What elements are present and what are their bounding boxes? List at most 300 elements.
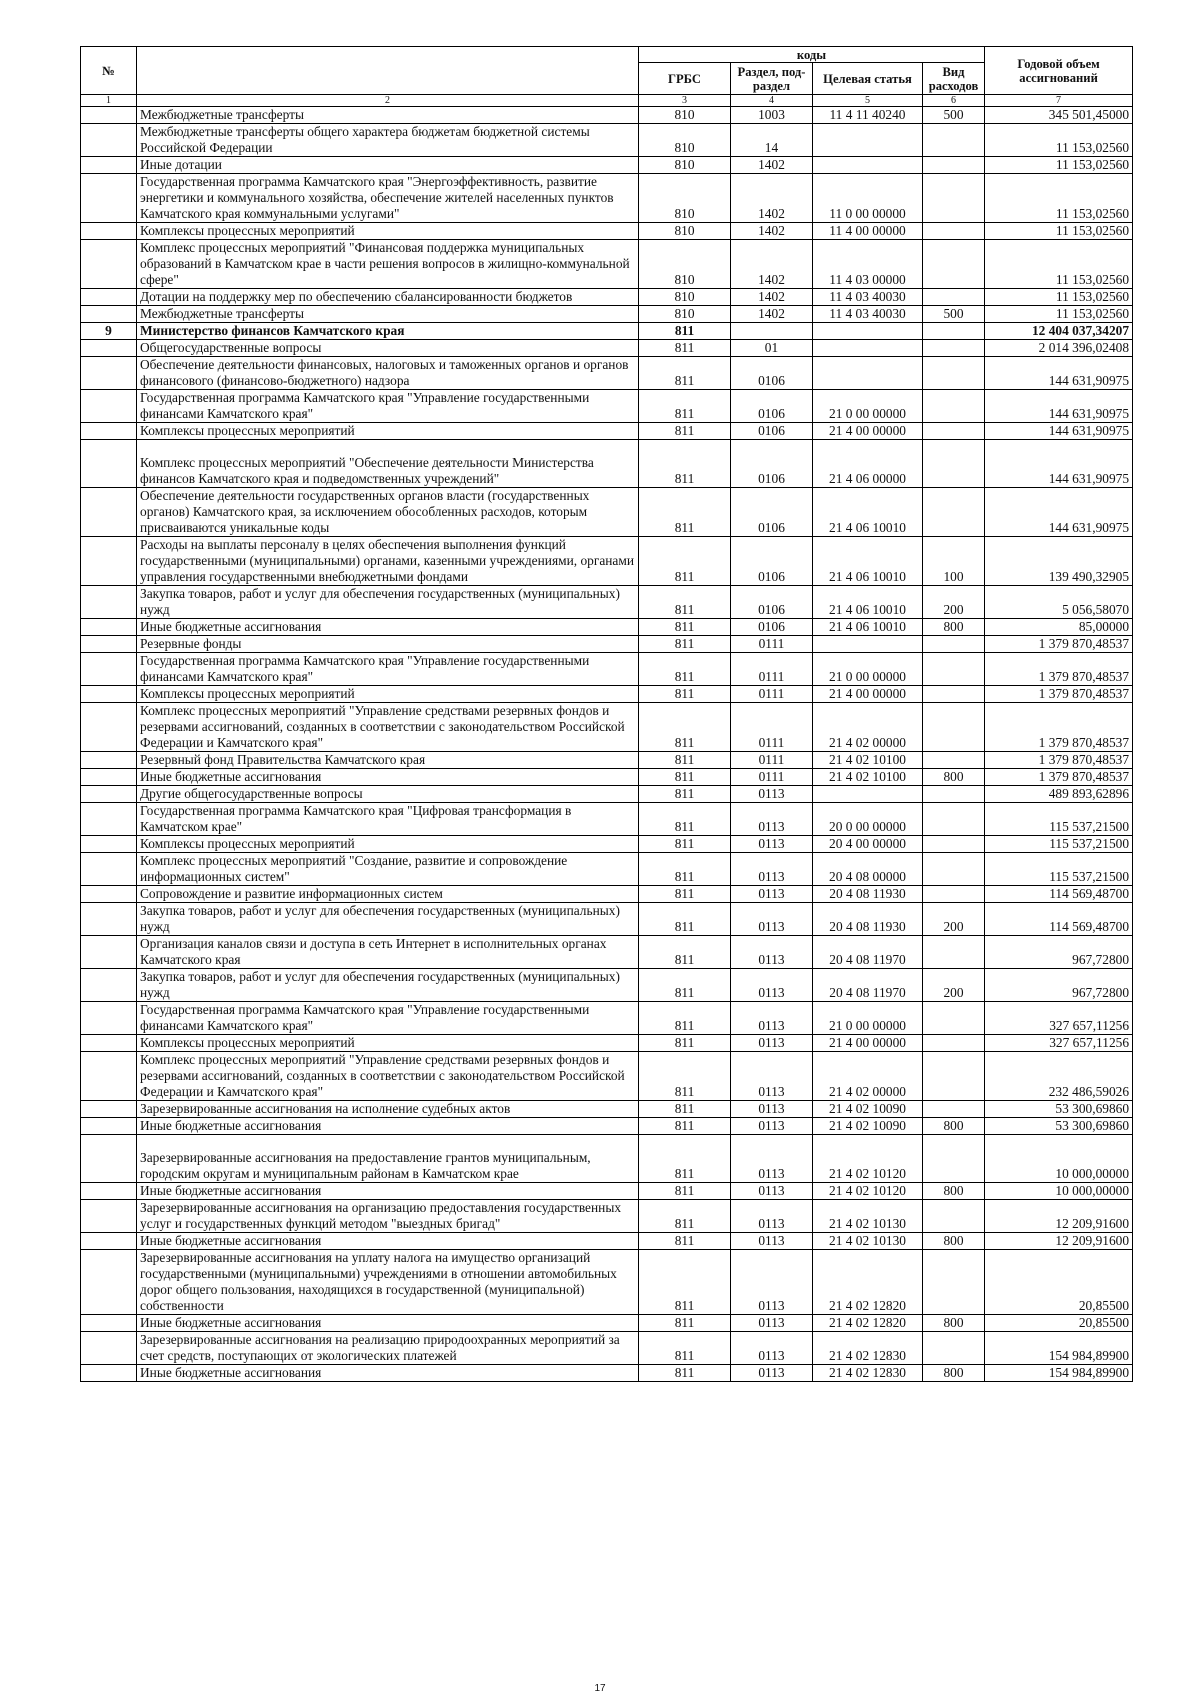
row-amount-cell: 139 490,32905 (985, 537, 1133, 586)
table-row (81, 323, 1133, 340)
row-name-cell: Сопровождение и развитие информационных систем (137, 886, 639, 903)
row-number-cell (81, 619, 137, 636)
row-number-cell (81, 1052, 137, 1101)
row-number-cell (81, 936, 137, 969)
row-vid-cell (923, 1101, 985, 1118)
row-vid-cell: 800 (923, 619, 985, 636)
row-number-cell (81, 240, 137, 289)
header-target: Целевая статья (813, 63, 923, 95)
row-section-cell: 1003 (731, 107, 813, 124)
row-grbs-cell: 811 (639, 1035, 731, 1052)
row-target-cell: 21 4 02 10100 (813, 752, 923, 769)
row-number-cell (81, 1183, 137, 1200)
table-row (81, 306, 1133, 323)
row-amount-cell: 967,72800 (985, 936, 1133, 969)
row-grbs-cell: 811 (639, 488, 731, 537)
row-name-cell: Резервный фонд Правительства Камчатского края (137, 752, 639, 769)
row-grbs-cell: 811 (639, 1250, 731, 1315)
row-vid-cell (923, 240, 985, 289)
row-vid-cell (923, 157, 985, 174)
row-amount-cell: 2 014 396,02408 (985, 340, 1133, 357)
row-target-cell: 21 4 02 12830 (813, 1332, 923, 1365)
row-section-cell: 0111 (731, 636, 813, 653)
row-number-cell (81, 1200, 137, 1233)
row-grbs-cell: 811 (639, 969, 731, 1002)
row-target-cell: 21 4 00 00000 (813, 686, 923, 703)
row-amount-cell: 115 537,21500 (985, 803, 1133, 836)
row-grbs-cell: 811 (639, 636, 731, 653)
row-section-cell: 0113 (731, 836, 813, 853)
row-amount-cell: 144 631,90975 (985, 390, 1133, 423)
row-grbs-cell: 811 (639, 836, 731, 853)
row-amount-cell: 115 537,21500 (985, 836, 1133, 853)
row-vid-cell (923, 936, 985, 969)
row-amount-cell: 967,72800 (985, 969, 1133, 1002)
header-number-cell: 4 (731, 95, 813, 107)
row-amount-cell: 10 000,00000 (985, 1183, 1133, 1200)
row-vid-cell (923, 390, 985, 423)
row-name-cell: Закупка товаров, работ и услуг для обеспечения государственных (муниципальных) нужд (137, 969, 639, 1002)
table-row (81, 1200, 1133, 1233)
row-number-cell (81, 903, 137, 936)
header-codes-group: коды (639, 47, 985, 63)
row-grbs-cell: 810 (639, 306, 731, 323)
row-vid-cell (923, 703, 985, 752)
row-amount-cell: 1 379 870,48537 (985, 636, 1133, 653)
header-number-cell: 2 (137, 95, 639, 107)
row-target-cell: 21 4 06 10010 (813, 537, 923, 586)
row-amount-cell: 144 631,90975 (985, 423, 1133, 440)
row-vid-cell (923, 1035, 985, 1052)
row-section-cell (731, 323, 813, 340)
header-number-cell: 5 (813, 95, 923, 107)
row-section-cell: 0106 (731, 619, 813, 636)
table-row (81, 703, 1133, 752)
row-vid-cell (923, 786, 985, 803)
row-name-cell: Закупка товаров, работ и услуг для обеспечения государственных (муниципальных) нужд (137, 903, 639, 936)
table-row (81, 803, 1133, 836)
row-section-cell: 1402 (731, 157, 813, 174)
row-amount-cell: 154 984,89900 (985, 1365, 1133, 1382)
table-row (81, 1250, 1133, 1315)
table-row (81, 423, 1133, 440)
row-grbs-cell: 811 (639, 340, 731, 357)
row-amount-cell: 114 569,48700 (985, 903, 1133, 936)
row-number-cell (81, 537, 137, 586)
row-name-cell: Межбюджетные трансферты (137, 306, 639, 323)
row-section-cell: 0113 (731, 1315, 813, 1332)
row-target-cell: 20 4 00 00000 (813, 836, 923, 853)
budget-page (80, 46, 1132, 1382)
row-name-cell: Зарезервированные ассигнования на организацию предоставления государственных услуг и государственных функций методом "выездных бригад" (137, 1200, 639, 1233)
row-grbs-cell: 811 (639, 323, 731, 340)
row-amount-cell: 144 631,90975 (985, 357, 1133, 390)
row-amount-cell: 114 569,48700 (985, 886, 1133, 903)
row-grbs-cell: 810 (639, 157, 731, 174)
row-name-cell: Комплекс процессных мероприятий "Управление средствами резервных фондов и резервами ассигнований, созданных в соответствии с законодательством Российской Федерации и Камчатского края" (137, 703, 639, 752)
row-vid-cell: 800 (923, 1233, 985, 1250)
row-amount-cell: 11 153,02560 (985, 157, 1133, 174)
row-amount-cell: 1 379 870,48537 (985, 752, 1133, 769)
row-grbs-cell: 811 (639, 390, 731, 423)
table-row (81, 786, 1133, 803)
row-number-cell (81, 686, 137, 703)
row-vid-cell (923, 340, 985, 357)
row-amount-cell: 5 056,58070 (985, 586, 1133, 619)
row-amount-cell: 1 379 870,48537 (985, 653, 1133, 686)
row-vid-cell (923, 440, 985, 488)
row-target-cell (813, 340, 923, 357)
row-vid-cell (923, 653, 985, 686)
row-amount-cell: 20,85500 (985, 1315, 1133, 1332)
row-name-cell: Государственная программа Камчатского края "Энергоэффективность, развитие энергетики и коммунального хозяйства, обеспечение жителей населенных пунктов Камчатского края коммунальными услугами" (137, 174, 639, 223)
row-grbs-cell: 811 (639, 440, 731, 488)
row-target-cell (813, 124, 923, 157)
row-section-cell: 0111 (731, 769, 813, 786)
row-amount-cell: 327 657,11256 (985, 1002, 1133, 1035)
row-name-cell: Резервные фонды (137, 636, 639, 653)
row-name-cell: Иные бюджетные ассигнования (137, 1183, 639, 1200)
row-section-cell: 0113 (731, 1101, 813, 1118)
row-target-cell: 20 4 08 11970 (813, 969, 923, 1002)
table-row (81, 1135, 1133, 1183)
row-target-cell: 21 4 02 10130 (813, 1200, 923, 1233)
row-target-cell: 20 4 08 11930 (813, 886, 923, 903)
row-name-cell: Дотации на поддержку мер по обеспечению сбалансированности бюджетов (137, 289, 639, 306)
row-name-cell: Государственная программа Камчатского края "Управление государственными финансами Камчатского края" (137, 653, 639, 686)
row-target-cell: 11 0 00 00000 (813, 174, 923, 223)
row-amount-cell: 11 153,02560 (985, 223, 1133, 240)
table-row (81, 157, 1133, 174)
table-row (81, 1183, 1133, 1200)
row-name-cell: Зарезервированные ассигнования на исполнение судебных актов (137, 1101, 639, 1118)
table-row (81, 1118, 1133, 1135)
row-section-cell: 1402 (731, 174, 813, 223)
table-row (81, 223, 1133, 240)
table-row (81, 586, 1133, 619)
row-amount-cell: 1 379 870,48537 (985, 769, 1133, 786)
row-target-cell: 21 4 02 12820 (813, 1250, 923, 1315)
table-row (81, 240, 1133, 289)
table-row (81, 289, 1133, 306)
row-amount-cell: 53 300,69860 (985, 1101, 1133, 1118)
row-target-cell: 20 0 00 00000 (813, 803, 923, 836)
table-row (81, 1233, 1133, 1250)
row-amount-cell: 11 153,02560 (985, 124, 1133, 157)
row-amount-cell: 11 153,02560 (985, 174, 1133, 223)
row-number-cell (81, 1035, 137, 1052)
row-number-cell (81, 886, 137, 903)
row-number-cell (81, 1365, 137, 1382)
header-name (137, 47, 639, 95)
row-target-cell: 21 4 02 10100 (813, 769, 923, 786)
budget-table (80, 46, 1133, 1382)
row-grbs-cell: 811 (639, 1118, 731, 1135)
row-name-cell: Зарезервированные ассигнования на реализацию природоохранных мероприятий за счет средств, поступающих от экологических платежей (137, 1332, 639, 1365)
row-number-cell (81, 803, 137, 836)
row-section-cell: 0113 (731, 786, 813, 803)
row-grbs-cell: 811 (639, 853, 731, 886)
row-number-cell (81, 289, 137, 306)
row-number-cell (81, 390, 137, 423)
header-vid: Вид расходов (923, 63, 985, 95)
table-row (81, 1101, 1133, 1118)
row-grbs-cell: 811 (639, 1200, 731, 1233)
row-amount-cell: 144 631,90975 (985, 440, 1133, 488)
row-target-cell: 21 4 02 12830 (813, 1365, 923, 1382)
row-name-cell: Министерство финансов Камчатского края (137, 323, 639, 340)
row-vid-cell (923, 174, 985, 223)
row-number-cell (81, 1118, 137, 1135)
row-vid-cell (923, 423, 985, 440)
row-name-cell: Комплексы процессных мероприятий (137, 223, 639, 240)
table-row (81, 886, 1133, 903)
row-grbs-cell: 811 (639, 703, 731, 752)
row-number-cell (81, 423, 137, 440)
header-section: Раздел, под-раздел (731, 63, 813, 95)
row-vid-cell (923, 752, 985, 769)
row-number-cell: 9 (81, 323, 137, 340)
row-number-cell (81, 786, 137, 803)
row-vid-cell (923, 1135, 985, 1183)
row-amount-cell: 1 379 870,48537 (985, 686, 1133, 703)
row-section-cell: 0111 (731, 653, 813, 686)
row-target-cell: 11 4 00 00000 (813, 223, 923, 240)
row-vid-cell (923, 853, 985, 886)
row-amount-cell: 11 153,02560 (985, 306, 1133, 323)
row-number-cell (81, 653, 137, 686)
row-grbs-cell: 810 (639, 223, 731, 240)
row-number-cell (81, 969, 137, 1002)
row-vid-cell: 200 (923, 969, 985, 1002)
row-name-cell: Другие общегосударственные вопросы (137, 786, 639, 803)
row-section-cell: 0113 (731, 1183, 813, 1200)
row-grbs-cell: 811 (639, 586, 731, 619)
row-vid-cell (923, 488, 985, 537)
row-name-cell: Иные бюджетные ассигнования (137, 1118, 639, 1135)
table-row (81, 174, 1133, 223)
row-vid-cell (923, 323, 985, 340)
row-grbs-cell: 811 (639, 619, 731, 636)
row-target-cell: 20 4 08 11930 (813, 903, 923, 936)
row-vid-cell: 500 (923, 107, 985, 124)
row-number-cell (81, 174, 137, 223)
row-name-cell: Комплекс процессных мероприятий "Финансовая поддержка муниципальных образований в Камчатском крае в части решения вопросов в жилищно-коммунальной сфере" (137, 240, 639, 289)
row-grbs-cell: 810 (639, 289, 731, 306)
row-target-cell: 21 4 00 00000 (813, 1035, 923, 1052)
row-amount-cell: 489 893,62896 (985, 786, 1133, 803)
row-section-cell: 0106 (731, 537, 813, 586)
table-row (81, 969, 1133, 1002)
row-grbs-cell: 811 (639, 1233, 731, 1250)
header-number-cell: 1 (81, 95, 137, 107)
row-target-cell: 11 4 03 40030 (813, 289, 923, 306)
row-grbs-cell: 811 (639, 357, 731, 390)
row-target-cell: 21 4 06 10010 (813, 488, 923, 537)
row-grbs-cell: 811 (639, 686, 731, 703)
table-row (81, 619, 1133, 636)
row-section-cell: 01 (731, 340, 813, 357)
row-amount-cell: 12 209,91600 (985, 1233, 1133, 1250)
row-target-cell: 21 4 02 00000 (813, 703, 923, 752)
row-number-cell (81, 1315, 137, 1332)
row-section-cell: 1402 (731, 306, 813, 323)
row-section-cell: 0113 (731, 1233, 813, 1250)
table-row (81, 124, 1133, 157)
row-number-cell (81, 1135, 137, 1183)
row-grbs-cell: 811 (639, 1002, 731, 1035)
row-vid-cell: 500 (923, 306, 985, 323)
table-row (81, 936, 1133, 969)
row-section-cell: 1402 (731, 223, 813, 240)
table-row (81, 488, 1133, 537)
table-row (81, 853, 1133, 886)
row-target-cell: 21 0 00 00000 (813, 653, 923, 686)
row-grbs-cell: 811 (639, 537, 731, 586)
row-vid-cell (923, 886, 985, 903)
header-no: № (81, 47, 137, 95)
row-name-cell: Комплексы процессных мероприятий (137, 836, 639, 853)
row-grbs-cell: 811 (639, 1135, 731, 1183)
row-amount-cell: 144 631,90975 (985, 488, 1133, 537)
header-number-cell: 6 (923, 95, 985, 107)
table-row (81, 537, 1133, 586)
row-name-cell: Комплекс процессных мероприятий "Создание, развитие и сопровождение информационных систем" (137, 853, 639, 886)
row-grbs-cell: 811 (639, 752, 731, 769)
row-grbs-cell: 810 (639, 107, 731, 124)
row-section-cell: 0106 (731, 440, 813, 488)
row-target-cell: 21 4 06 10010 (813, 619, 923, 636)
row-section-cell: 0113 (731, 936, 813, 969)
row-number-cell (81, 1002, 137, 1035)
table-row (81, 636, 1133, 653)
row-grbs-cell: 811 (639, 936, 731, 969)
row-grbs-cell: 811 (639, 1183, 731, 1200)
row-name-cell: Зарезервированные ассигнования на предоставление грантов муниципальным, городским округам и муниципальным районам в Камчатском крае (137, 1135, 639, 1183)
table-row (81, 686, 1133, 703)
row-number-cell (81, 223, 137, 240)
row-number-cell (81, 157, 137, 174)
row-target-cell (813, 157, 923, 174)
row-section-cell: 0113 (731, 1002, 813, 1035)
row-grbs-cell: 811 (639, 786, 731, 803)
row-name-cell: Организация каналов связи и доступа в сеть Интернет в исполнительных органах Камчатского края (137, 936, 639, 969)
row-section-cell: 0113 (731, 1200, 813, 1233)
row-vid-cell (923, 1200, 985, 1233)
row-section-cell: 0113 (731, 803, 813, 836)
row-section-cell: 0111 (731, 703, 813, 752)
row-grbs-cell: 811 (639, 1332, 731, 1365)
row-number-cell (81, 488, 137, 537)
row-vid-cell (923, 636, 985, 653)
header-amount: Годовой объем ассигнований (985, 47, 1133, 95)
row-number-cell (81, 1233, 137, 1250)
row-target-cell: 11 4 03 40030 (813, 306, 923, 323)
row-section-cell: 0106 (731, 423, 813, 440)
row-amount-cell: 12 404 037,34207 (985, 323, 1133, 340)
row-number-cell (81, 769, 137, 786)
row-grbs-cell: 811 (639, 423, 731, 440)
row-number-cell (81, 1250, 137, 1315)
header-number-cell: 3 (639, 95, 731, 107)
row-amount-cell: 53 300,69860 (985, 1118, 1133, 1135)
row-target-cell: 21 4 02 10090 (813, 1118, 923, 1135)
row-number-cell (81, 124, 137, 157)
row-amount-cell: 154 984,89900 (985, 1332, 1133, 1365)
row-target-cell: 21 0 00 00000 (813, 390, 923, 423)
row-amount-cell: 345 501,45000 (985, 107, 1133, 124)
row-number-cell (81, 340, 137, 357)
row-section-cell: 1402 (731, 289, 813, 306)
row-vid-cell: 200 (923, 903, 985, 936)
row-vid-cell: 800 (923, 1183, 985, 1200)
table-row (81, 1002, 1133, 1035)
row-target-cell (813, 357, 923, 390)
row-section-cell: 0113 (731, 1365, 813, 1382)
row-grbs-cell: 811 (639, 886, 731, 903)
table-row (81, 1315, 1133, 1332)
row-section-cell: 0113 (731, 1135, 813, 1183)
row-section-cell: 0111 (731, 752, 813, 769)
row-name-cell: Межбюджетные трансферты (137, 107, 639, 124)
table-row (81, 1052, 1133, 1101)
row-name-cell: Комплексы процессных мероприятий (137, 1035, 639, 1052)
row-number-cell (81, 703, 137, 752)
row-number-cell (81, 752, 137, 769)
table-row (81, 903, 1133, 936)
row-name-cell: Обеспечение деятельности государственных органов власти (государственных органов) Камчатского края, за исключением обособленных расходов, которым присваиваются уникальные коды (137, 488, 639, 537)
row-target-cell: 21 4 02 10120 (813, 1183, 923, 1200)
row-target-cell (813, 323, 923, 340)
row-amount-cell: 85,00000 (985, 619, 1133, 636)
row-grbs-cell: 811 (639, 1365, 731, 1382)
table-row (81, 440, 1133, 488)
table-row (81, 769, 1133, 786)
row-section-cell: 0106 (731, 357, 813, 390)
row-target-cell: 21 4 02 10090 (813, 1101, 923, 1118)
row-target-cell: 21 4 06 10010 (813, 586, 923, 619)
row-vid-cell: 800 (923, 769, 985, 786)
row-target-cell: 21 4 02 10130 (813, 1233, 923, 1250)
row-target-cell: 20 4 08 11970 (813, 936, 923, 969)
row-number-cell (81, 306, 137, 323)
row-section-cell: 0113 (731, 969, 813, 1002)
row-grbs-cell: 811 (639, 1315, 731, 1332)
row-number-cell (81, 636, 137, 653)
row-number-cell (81, 1101, 137, 1118)
row-target-cell: 21 0 00 00000 (813, 1002, 923, 1035)
row-name-cell: Иные бюджетные ассигнования (137, 769, 639, 786)
row-vid-cell: 800 (923, 1365, 985, 1382)
row-vid-cell (923, 1002, 985, 1035)
row-vid-cell: 800 (923, 1315, 985, 1332)
row-section-cell: 0113 (731, 903, 813, 936)
row-vid-cell (923, 686, 985, 703)
row-amount-cell: 20,85500 (985, 1250, 1133, 1315)
row-target-cell: 11 4 03 00000 (813, 240, 923, 289)
row-grbs-cell: 811 (639, 653, 731, 686)
table-row (81, 357, 1133, 390)
row-vid-cell (923, 1332, 985, 1365)
table-row (81, 390, 1133, 423)
row-name-cell: Межбюджетные трансферты общего характера бюджетам бюджетной системы Российской Федерации (137, 124, 639, 157)
row-grbs-cell: 810 (639, 174, 731, 223)
row-number-cell (81, 1332, 137, 1365)
row-amount-cell: 232 486,59026 (985, 1052, 1133, 1101)
row-section-cell: 0113 (731, 853, 813, 886)
row-amount-cell: 12 209,91600 (985, 1200, 1133, 1233)
row-name-cell: Комплексы процессных мероприятий (137, 423, 639, 440)
